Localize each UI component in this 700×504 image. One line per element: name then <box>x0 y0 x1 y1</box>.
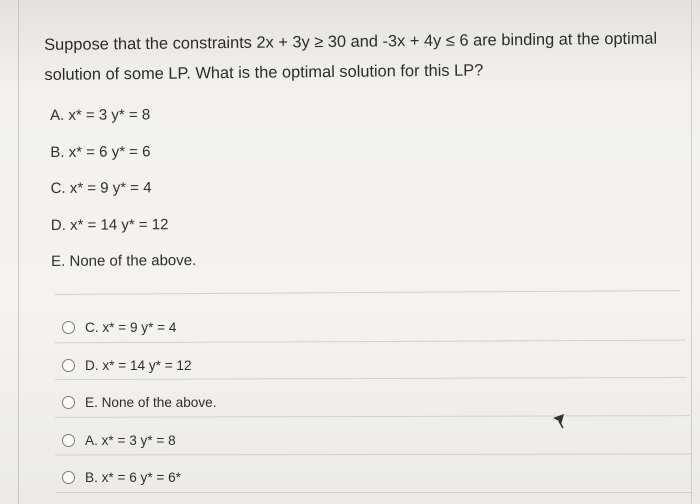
answer-choice-b[interactable] <box>62 459 622 497</box>
answer-choice-e[interactable] <box>62 384 622 422</box>
answer-label: D. x* = 14 y* = 12 <box>85 357 192 373</box>
answer-label: B. x* = 6 y* = 6* <box>85 470 181 486</box>
question-line-2: solution of some LP. What is the optimal solution for this LP? <box>44 61 484 84</box>
radio-button[interactable] <box>62 359 75 372</box>
question-option-b: B. x* = 6 y* = 6 <box>50 142 151 161</box>
radio-button[interactable] <box>62 471 75 484</box>
answer-choice-list <box>62 309 622 497</box>
question-line-1: Suppose that the constraints 2x + 3y ≥ 30 and -3x + 4y ≤ 6 are binding at the optimal <box>44 29 658 54</box>
question-option-e: E. None of the above. <box>51 251 197 270</box>
answer-label: C. x* = 9 y* = 4 <box>85 320 177 336</box>
answer-choice-c[interactable] <box>62 309 622 347</box>
question-option-d: D. x* = 14 y* = 12 <box>50 215 169 234</box>
answer-label: E. None of the above. <box>85 395 217 411</box>
question-option-a: A. x* = 3 y* = 8 <box>50 106 151 124</box>
radio-button[interactable] <box>62 434 75 447</box>
answer-label: A. x* = 3 y* = 8 <box>85 432 176 448</box>
answer-choice-a[interactable] <box>62 422 622 460</box>
radio-button[interactable] <box>62 396 75 409</box>
mouse-pointer-icon <box>551 413 567 431</box>
question-text <box>44 24 665 90</box>
radio-button[interactable] <box>62 321 75 334</box>
page-border-left <box>18 0 19 504</box>
answer-separator-top <box>55 290 680 295</box>
answer-choice-d[interactable] <box>62 347 622 385</box>
question-option-list <box>50 95 451 280</box>
page-border-right <box>691 0 692 504</box>
question-option-c: C. x* = 9 y* = 4 <box>50 179 152 197</box>
